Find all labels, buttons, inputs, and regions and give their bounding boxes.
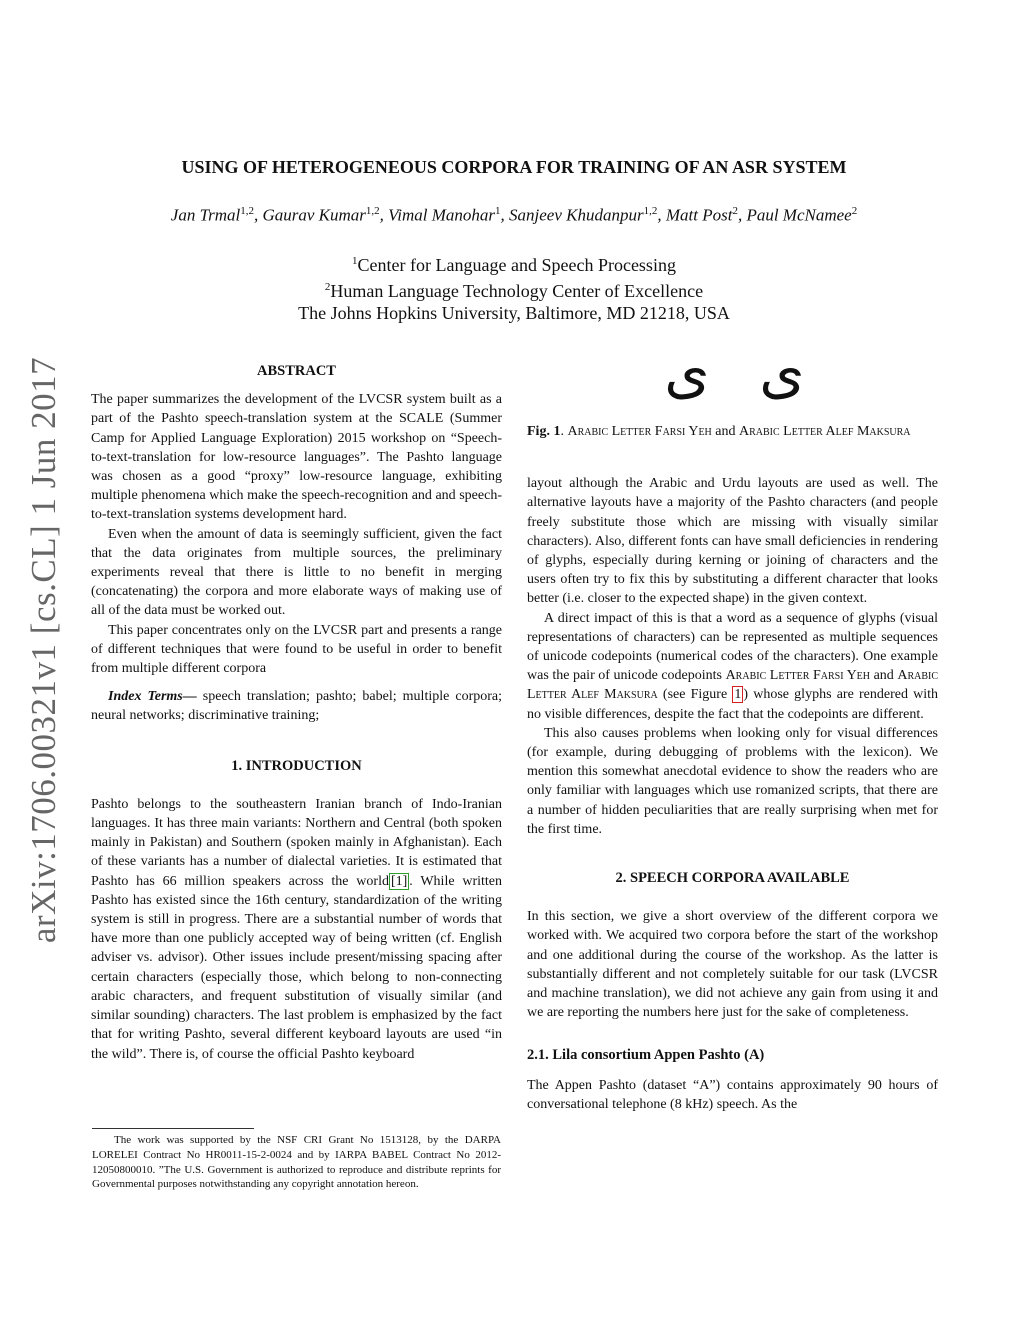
intro-heading: 1. INTRODUCTION [231, 757, 362, 774]
abstract-paragraph: The paper summarizes the development of the LVCSR system built as a part of the Pashto speech-translation system at the SCALE (Summer Camp for Applied Language Exploration) 2015 workshop on “Speech-to-text-translation for low-resource languages”. The Pashto language was chosen as a good “proxy” low-resource language, exhibiting multiple phenomena which make the speech-recognition and and speech-to-text-translation systems development hard. [91, 392, 502, 523]
right-column [527, 422, 938, 1114]
author: Matt Post [665, 205, 733, 225]
footnote: The work was supported by the NSF CRI Grant No 1513128, by the DARPA LORELEI Contract No HR0011-15-2-0024 and by IARPA BABEL Contract No 2012-12050800010. ”The U.S. Government is authorized to reproduce and distribute reprints for Governmental purposes notwithstanding any copyright annotation hereon. [92, 1134, 501, 1191]
left-column [91, 362, 502, 1064]
arxiv-stamp [22, 356, 66, 944]
author: Vimal Manohar [388, 205, 496, 225]
affiliation-3: The Johns Hopkins University, Baltimore, MD 21218, USA [298, 303, 730, 323]
footnote-rule [92, 1128, 254, 1129]
figure-ref-link[interactable]: 1 [734, 687, 742, 703]
author: Sanjeev Khudanpur [509, 205, 644, 225]
body-paragraph: This also causes problems when looking only for visual differences (for example, during debugging of problems with the lexicon). We mention this somewhat anecdotal evidence to show the readers who are only familiar with languages which use romanized scripts, that there are a number of hidden peculiarities that are really surprising when met for the first time. [527, 725, 938, 837]
body-paragraph: layout although the Arabic and Urdu layouts are used as well. The alternative layouts have a majority of the Pashto characters (and people freely substitute those which are missing with visually similar characters). Also, different fonts can have small deficiencies in rendering of glyphs, especially during kerning or joining of characters and the users often try to fix this by substituting a different character that looks better (i.e. closer to the expected shape) in the given context. [527, 476, 938, 607]
abstract-heading: ABSTRACT [257, 363, 336, 379]
arxiv-id: arXiv:1706.00321v1 [cs.CL] 1 Jun 2017 [24, 356, 64, 944]
glyph-alef-maksura: ى [664, 340, 710, 406]
glyph-farsi-yeh: ی [759, 340, 805, 406]
body-paragraph: A direct impact of this is that a word as a sequence of glyphs (visual representations of characters) can be represented as multiple sequences of unicode codepoints (numerical codes of the characters). One example was the pair of unicode codepoints Arabic Letter Farsi Yeh and Arabic Letter Alef Maksura (see Figure 1 ) whose glyphs are rendered with no visible differences, despite the fact that the codepoints are different. [527, 610, 939, 722]
author: Paul McNamee [746, 205, 852, 225]
affiliation-1: $^1$Center for Language and Speech Processing [352, 255, 676, 275]
author: Jan Trmal [170, 205, 241, 225]
abstract-paragraph: This paper concentrates only on the LVCSR part and presents a range of different techniques that were found to be useful in order to benefit from multiple different corpora [91, 622, 502, 677]
affiliations [90, 250, 938, 324]
intro-paragraph: Pashto belongs to the southeastern Iranian branch of Indo-Iranian languages. It has three main variants: Northern and Central (both spoken mainly in Pakistan) and Southern (spoken mainly in Afghanistan). Each of these variants has a number of dialectal varieties. It is estimated that Pashto has 66 million speakers across the world [1] . While written Pashto has existed since the 16th century, standardization of the writing system is still in progress. There are a substantial number of words that have more than one publicly accepted way of being written (cf. English adviser vs. advisor). Other issues include present/missing spacing after certain characters (especially those, which belong to non-connecting arabic characters, and frequent substitution of visually similar (and similar sounding) characters. The last problem is emphasized by the fact that for writing Pashto, several different keyboard layouts are used “in the wild”. There is, of course the official Pashto keyboard [91, 796, 502, 1062]
figure-caption: Fig. 1. Arabic Letter Farsi Yeh and Arabic Letter Alef Maksura [527, 424, 911, 439]
section-2-heading: 2. SPEECH CORPORA AVAILABLE [615, 870, 850, 887]
author-list: Jan Trmal$^{1,2}$, Gaurav Kumar$^{1,2}$, Vimal Manohar$^1$, Sanjeev Khudanpur$^{1,2}$, Matt Post$^2$, Paul McNamee$^2$ [170, 205, 858, 225]
citation-link[interactable]: [1] [390, 873, 408, 889]
body-paragraph: In this section, we give a short overview of the different corpora we worked with. We acquired two corpora before the start of the workshop and one additional during the course of the workshop. As the latter is substantially different and not completely suitable for our task (LVCSR and machine translation), we did not achieve any gain from using it and we are reporting the numbers here just for the sake of completeness. [527, 909, 938, 1021]
body-paragraph: The Appen Pashto (dataset “A”) contains approximately 90 hours of conversational telephone (8 kHz) speech. As the [527, 1077, 938, 1112]
affiliation-2: $^2$Human Language Technology Center of Excellence [324, 281, 704, 301]
abstract-paragraph: Even when the amount of data is seemingly sufficient, given the fact that the data originates from multiple sources, the preliminary experiments reveal that there is little to no benefit in merging (concatenating) the corpora and more elaborate ways of making use of all of the data must be worked out. [91, 526, 502, 619]
index-terms: Index Terms— speech translation; pashto; babel; multiple corpora; neural networks; discriminative training; [91, 689, 503, 724]
figure-1-glyphs [645, 340, 825, 410]
author: Gaurav Kumar [262, 205, 366, 225]
paper-title: USING OF HETEROGENEOUS CORPORA FOR TRAINING OF AN ASR SYSTEM [181, 157, 847, 177]
subsection-2-1-heading: 2.1. Lila consortium Appen Pashto (A) [527, 1047, 765, 1064]
